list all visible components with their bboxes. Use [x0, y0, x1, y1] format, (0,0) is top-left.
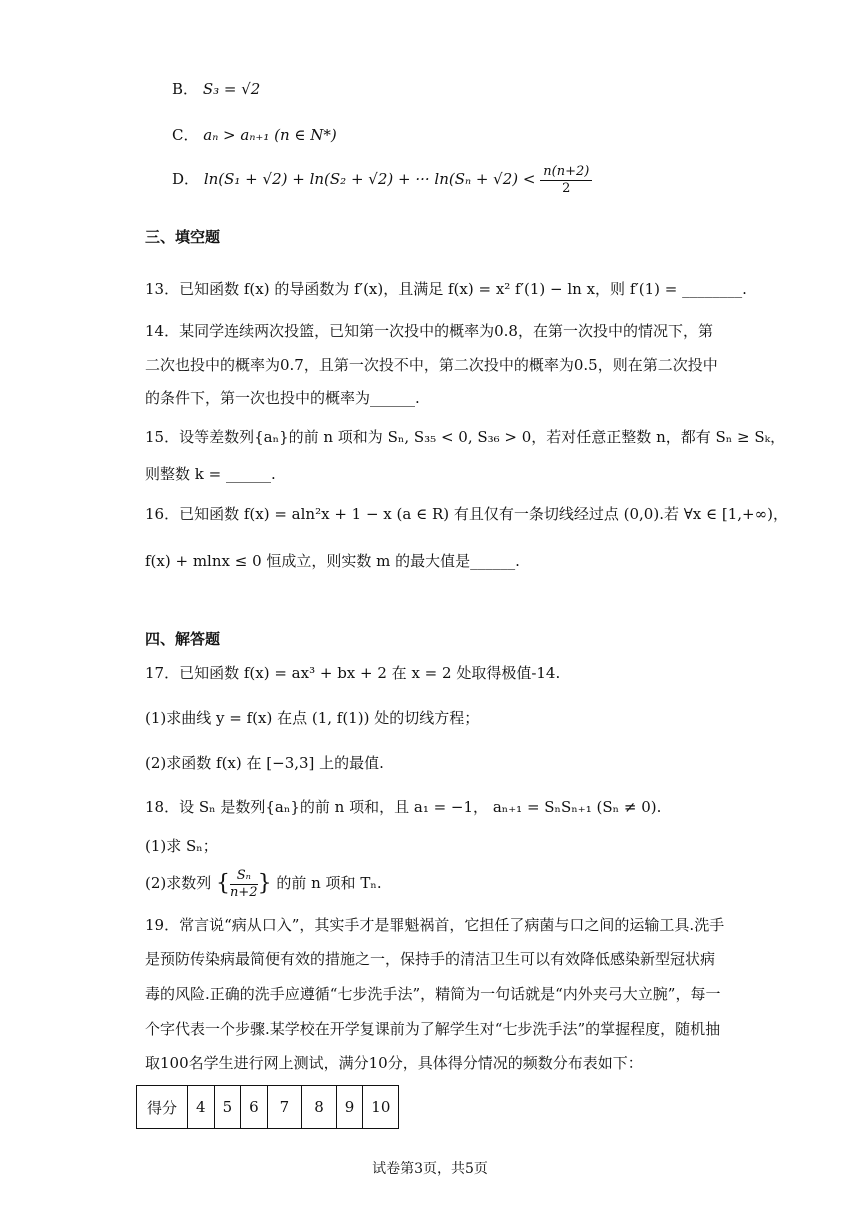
question-18-part-1: (1)求 Sₙ；	[145, 837, 218, 855]
question-18-stem: 18．设 Sₙ 是数列{aₙ}的前 n 项和，且 a₁ = −1， aₙ₊₁ = SₙSₙ₊₁ (Sₙ ≠ 0).	[145, 798, 662, 816]
question-16-line-2: f(x) + mlnx ≤ 0 恒成立，则实数 m 的最大值是______.	[145, 552, 520, 570]
option-c	[172, 124, 337, 146]
question-18-fraction	[230, 868, 258, 901]
table-row	[137, 1086, 399, 1129]
table-cell: 7	[267, 1086, 302, 1129]
frequency-table	[136, 1085, 399, 1129]
question-15-line-1: 15．设等差数列{aₙ}的前 n 项和为 Sₙ, S₃₅ < 0, S₃₆ > 0，若对任意正整数 n，都有 Sₙ ≥ Sₖ，	[145, 428, 786, 446]
table-cell: 5	[214, 1086, 241, 1129]
question-16-line-1: 16．已知函数 f(x) = aln²x + 1 − x (a ∈ R) 有且仅有一条切线经过点 (0,0).若 ∀x ∈ [1,+∞)，	[145, 505, 788, 523]
option-b	[172, 78, 260, 100]
question-17-part-2: (2)求函数 f(x) 在 [−3,3] 上的最值.	[145, 754, 384, 772]
question-18-part-2-prefix: (2)求数列	[145, 874, 212, 892]
question-18-part-2-suffix: 的前 n 项和 Tₙ.	[276, 874, 382, 892]
option-d-fraction	[540, 164, 592, 197]
question-17-part-1: (1)求曲线 y = f(x) 在点 (1, f(1)) 处的切线方程；	[145, 709, 480, 727]
option-d	[172, 162, 592, 197]
table-cell: 8	[302, 1086, 337, 1129]
question-14-line-1: 14．某同学连续两次投篮，已知第一次投中的概率为0.8，在第一次投中的情况下，第	[145, 322, 713, 340]
question-19-line-1: 19．常言说“病从口入”，其实手才是罪魁祸首，它担任了病菌与口之间的运输工具.洗手	[145, 916, 725, 934]
question-14-line-3: 的条件下，第一次也投中的概率为______.	[145, 389, 420, 407]
question-19-line-3: 毒的风险.正确的洗手应遵循“七步洗手法”，精简为一句话就是“内外夹弓大立腕”，每一	[145, 985, 721, 1003]
option-d-denominator: 2	[562, 180, 571, 196]
question-17-stem: 17．已知函数 f(x) = ax³ + bx + 2 在 x = 2 处取得极值-14.	[145, 664, 561, 682]
option-c-text: aₙ > aₙ₊₁ (n ∈ N*)	[203, 126, 337, 144]
option-b-label: B．	[172, 80, 199, 98]
question-13: 13．已知函数 f(x) 的导函数为 f′(x)，且满足 f(x) = x² f′(1) − ln x，则 f′(1) = ________.	[145, 280, 747, 298]
table-header-cell: 得分	[137, 1086, 188, 1129]
question-18-part-2: (2)求数列 { $\frac{\text{Sₙ}}{n+2}$ } 的前 n 项和 Tₙ.	[145, 867, 382, 900]
table-cell: 4	[188, 1086, 215, 1129]
table-cell: 6	[241, 1086, 268, 1129]
option-d-text: ln(S₁ + √2) + ln(S₂ + √2) + ··· ln(Sₙ + √2) <	[203, 170, 536, 188]
table-cell: 10	[363, 1086, 399, 1129]
question-19-line-5: 取100名学生进行网上测试，满分10分，具体得分情况的频数分布表如下：	[145, 1054, 643, 1072]
option-d-label: D．	[172, 170, 200, 188]
table-cell: 9	[336, 1086, 363, 1129]
question-19-line-2: 是预防传染病最简便有效的措施之一，保持手的清洁卫生可以有效降低感染新型冠状病	[145, 950, 716, 968]
question-18-denominator: n+2	[230, 884, 258, 900]
question-19-line-4: 个字代表一个步骤.某学校在开学复课前为了解学生对“七步洗手法”的掌握程度，随机抽	[145, 1020, 721, 1038]
question-15-line-2: 则整数 k = ______.	[145, 465, 276, 483]
option-b-text: S₃ = √2	[202, 80, 261, 98]
question-18-numerator: Sₙ	[230, 868, 258, 885]
option-c-label: C．	[172, 126, 199, 144]
page-footer: 试卷第3页，共5页	[372, 1161, 488, 1177]
section-3-title: 三、填空题	[145, 228, 221, 246]
option-d-numerator: n(n+2)	[540, 164, 592, 181]
section-4-title: 四、解答题	[145, 630, 221, 648]
question-14-line-2: 二次也投中的概率为0.7，且第一次投不中，第二次投中的概率为0.5，则在第二次投中	[145, 356, 718, 374]
